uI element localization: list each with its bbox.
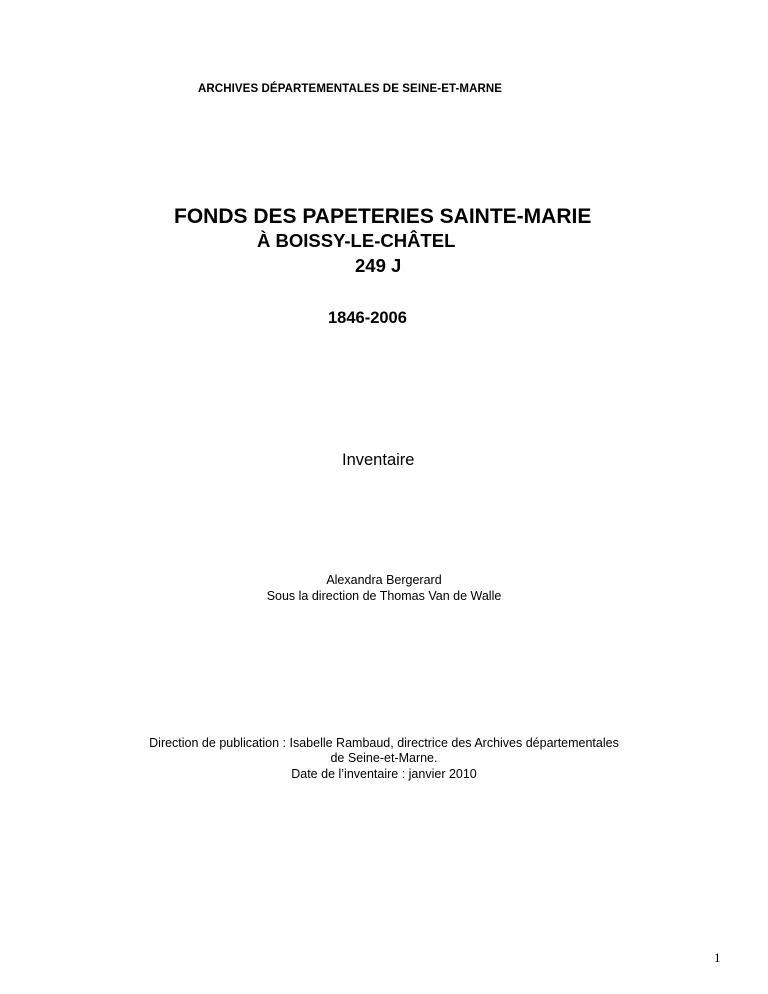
inventory-date: Date de l’inventaire : janvier 2010 xyxy=(291,767,477,781)
direction-credit: Sous la direction de Thomas Van de Walle xyxy=(266,589,502,603)
publication-line-1: Direction de publication : Isabelle Rambaud, directrice des Archives départementales xyxy=(149,736,619,750)
date-range: 1846-2006 xyxy=(328,309,407,327)
document-type: Inventaire xyxy=(342,451,415,469)
page-number: 1 xyxy=(714,950,721,965)
title-line-2: À BOISSY-LE-CHÂTEL xyxy=(257,230,456,251)
author-name: Alexandra Bergerard xyxy=(326,573,442,587)
publication-line-2: de Seine-et-Marne. xyxy=(330,751,438,765)
title-line-1: FONDS DES PAPETERIES SAINTE-MARIE xyxy=(174,205,592,228)
archive-header: ARCHIVES DÉPARTEMENTALES DE SEINE-ET-MARNE xyxy=(198,83,503,95)
fonds-reference: 249 J xyxy=(355,255,402,276)
